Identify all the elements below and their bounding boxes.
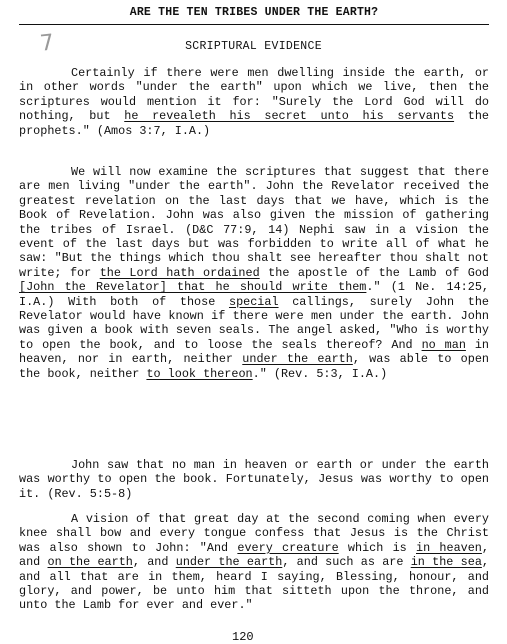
header-rule — [19, 24, 489, 25]
underlined-text: on the earth — [47, 555, 133, 570]
paragraph-text: the apostle of the Lamb of God — [259, 265, 490, 280]
page-number: 120 — [232, 630, 254, 644]
paragraph-text: , was able to open the book, neither — [19, 352, 489, 381]
paragraph-1 — [19, 66, 489, 138]
paragraph-text: ." (Rev. 5:3, I.A.) — [252, 366, 388, 381]
paragraph-text: Certainly if there were men dwelling inside the earth, or in other words "under the earth" upon which we live, then the scriptures would mention it for: "Surely the Lord God will do nothing, but — [19, 66, 489, 124]
underlined-text: in heaven — [416, 540, 482, 555]
paragraph-text: John saw that no man in heaven or earth or under the earth was worthy to open the book. Fortunately, Jesus was worthy to open it. (Rev. 5:5-8) — [19, 458, 489, 501]
handwritten-page-mark: 7 — [38, 30, 56, 57]
paragraph-text: callings, surely John the Revelator would have known if there were men under the earth. John was given a book with seven seals. The angel asked, "Who is worthy to open the book, and to loose the seals thereof? And — [19, 294, 490, 352]
paragraph-4 — [19, 512, 489, 613]
underlined-text: under the earth — [242, 352, 353, 367]
page-header-title: ARE THE TEN TRIBES UNDER THE EARTH? — [129, 6, 379, 19]
underlined-text: to look thereon — [146, 366, 253, 381]
paragraph-text: We will now examine the scriptures that suggest that there are men living "under the earth". John the Revelator received the greatest revelation on the last days that we have, which is the Book of Revelation. John was also given the mission of gathering the tribes of Israel. (D&C 77:9, 14) Nephi saw in a vision the event of the last days but was forbidden to write all of what he saw: "But the things which thou shalt see hereafter thou shalt not write; for — [19, 165, 489, 280]
underlined-text: no man — [421, 337, 466, 352]
paragraph-text: , and all that are in them, heard I saying, Blessing, honour, and glory, and power, be unto him that sitteth upon the throne, and unto the Lamb for ever and ever." — [19, 555, 489, 613]
paragraph-3 — [19, 458, 489, 501]
paragraph-2 — [19, 165, 489, 381]
underlined-text: he revealeth his secret unto his servants — [124, 109, 455, 124]
section-title: SCRIPTURAL EVIDENCE — [185, 40, 322, 53]
paragraph-text: in heaven, nor in earth, neither — [19, 337, 489, 367]
underlined-text: under the earth — [175, 555, 283, 570]
paragraph-text: which is — [338, 540, 416, 555]
paragraph-text: , and such as are — [282, 555, 411, 570]
paragraph-text: the prophets." (Amos 3:7, I.A.) — [19, 109, 489, 138]
underlined-text: every creature — [237, 540, 339, 555]
paragraph-text: , and — [132, 555, 176, 570]
underlined-text: in the sea — [410, 555, 482, 570]
paragraph-text: A vision of that great day at the second coming when every knee shall bow and every tongue confess that Jesus is the Christ was also shown to John: "And — [19, 512, 489, 555]
underlined-text: the Lord hath ordained — [99, 265, 260, 280]
paragraph-text: , and — [19, 540, 489, 570]
underlined-text: [John the Revelator] that he should write them — [19, 280, 367, 295]
paragraph-text: ." (1 Ne. 14:25, I.A.) With both of those — [19, 280, 489, 309]
underlined-text: special — [228, 294, 279, 309]
